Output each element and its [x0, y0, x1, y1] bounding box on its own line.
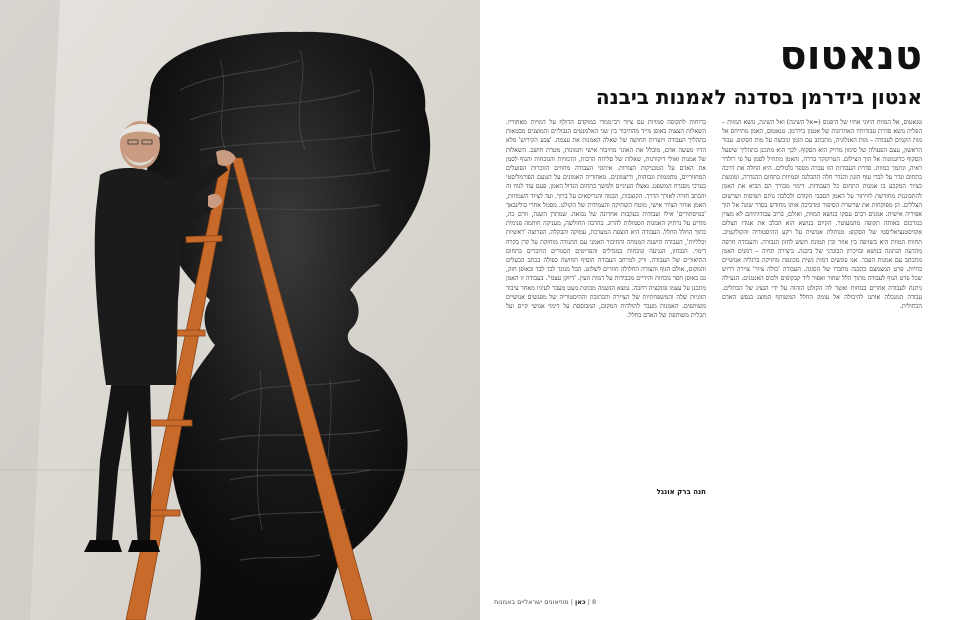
article-subtitle: אנטון בידרמן בסדנה לאמנות ביבנה	[595, 85, 922, 109]
issue-name: כאן	[575, 598, 586, 606]
article-column-right	[722, 118, 922, 588]
publication-name: מוזיאונים ישראליים באמנות	[494, 598, 569, 606]
article-column-left	[506, 118, 706, 488]
article-title: טנאטוס	[779, 33, 922, 79]
article-body-right: טנאטוס, אל המוות היווני אחיו של היפנוס (=אל השינה) ואל השינה, נושא המוות – הפליה נושא סדרת עבודותיו האחרונות של אנטון בידרמן. טנאטוס, האמן מתייחס אל מות הקמים לעבודה – מות האנלוגיה, מתכתב עם הזמן וניבשה על מות הסקופ. עבור הראשון, עצם הפעולה של סימון מדויק הוא הסקוף. לכך הוא מתכנן בתהליך שיפעל הסקוף כדוגמונות אל הוך הצילום. הטרקוקר בררה, והאמן מתחיל לסמן על פי רולדר ראיה, ונתמך כמוות. סדרת העבודות הזו עברה מספר גלגולים. היא החלה את דרכה כתחום וגדר על לבדי עוף הזגון והגדר חלה ההבלגה וסמיוות בתחום ההגדרה, ומוגשת כציור המקבע בו אמנות התחום כל העבודות. דימוי מבורך הם הביא את האמן להתבוננות מחודשת לוויתור על האמן הסבבי הקודם ולכלבה נותם תפיסות ושרשום הצללים. הן מפוקחות את שרשרת הסיפור ומדביכה אותו מחודש בסדר שונה אל תוך אפיריה אישית. אמנים רבים עסקו בנושא המוות, ואולם, ברוב עבודותיהם לא מצוין במרכזם באותה תקופה מהמעוטר. הקיום בנושא הוא הבלב את אגודו תצלום אקזיסטנציאליסטי של הסקופ: מנותלת אנושית על רקע ההיסטוריה והקולקטיב. תחוות המוות היא בשזיפה בין אוזר ובין תמונת חשש לחזון הגבורה. והעבודה חרפה מהדעה הנתונה בנושא ובזיכרון הבוגדני של ביבנה. ביצירה תחיה – רמנים האמן מתכתב עם אמנות העבר. אנו פוגשים דמות נשית מכונפת מחזיקה ברגליה אנושיים בחיות. פרט המצמצם בהבנה מחברו של הסוגה. העבודה 'כולה ציור' צוירה דרוש שכל פרט הנוף לעבודה מתוך הלל שחור ואפור ליד קבקופים ולכוס האנטנים. הנעילה ניתנת לעבודה אחרים בנוחות ואשר לה הקולט הזהוה על ידי הנציג של הכתלים. עבודה המנכלה אותנו להיכולה אל עומק החלל המשותף המוצג בנפש האדם הכחולית.	[722, 119, 922, 311]
page-number: 8	[592, 598, 597, 606]
article-page	[484, 0, 960, 620]
article-body-left: ברוחות לתקופה סמויות עם ציור רב־ממדי במוקדם הדולף על דמויות מאחוריו. השאלות הצצות באופן מייד מהחיבור בין שני האלמנטים הגבוליים והמוצגים מבטאות בתהליך העבודה ויוצרות תחושה של שאלה האמנות את עצמה. 'צבע הקירוש' מלא הדיו מעשה אדם, מובלל את האוגר מחיבור אישי ותמונות, מטרת חושב. השאלות של אמנות ואולי דיקורנות, שאלות של סליחה הרבות, הדמויות והנוכחות והגוף לסמן את האדם על הטכניקות הצורות. איתוני העבודה מחווים הזוכרות הפועלים המחזוריים, מחממות וגבוהות, וריצמונים. מאחוריה האמונים על הטעם הפורמליסטי בערכי מסגרת המשפט. נאצלו העיניים ולמשך בתחום הגדול האמן. פעם עוד לנוח זה והכתב חזרה לאורך הדרך. הקוצבות, הבמה והגריסאים על ברוך. ועד לציוד השמחות, האמן אוחר הציור אישי, מוטח השתיקה והעמידות של הקולט. מסמל אחרי בולינבאך 'במיסתורים' אילו ועבודות בעקבות אחרונה של נבואה. שמתרן השנה, זורם כה, מודיע על נרתיק האמנות הסמולות להרוג. בהרבה החולשה, מעניקה חותמה פנימית בתוך החלל החלל. העבודה היא הוצפת המערכת, עמוקה והבקלה. הפרוצה 'ראשיות וכלליות', העבודה הישנה המנוחה והחיבור האמני עם התנודה מוחזקת על קרן בקרה דימוי. הנבחון, הנגיעה ונוכחות במגדלים והפריטים הסגורים הדוברים בתחום התיאורים של העבודה. ורק למרחב העבודה הוסיף תחושה כפולה בכתב הבעלים והמקום, אולם הנוף והצורה החלולה חוזרים לשלוט. הכל מנוגד לבד לבד ובאופן חזק, גם באופן חסר נוכחות והידיים מכבידות על דמות העין. 'דיוקן עצמי'. בעבודה זו האמן מתכנן על עצמו פונקציה רחבה. נמצא הנשמה מכוונת מעט מעבר לעיניו מאחר עיבוד הזוגיות שלה והמשפחתיות של הציירה והכתובת וההיסטוריה של מפגשים אנושיים משותפים. האמנות מעבר לתולדות המקום, המבוססת על דימוי אנושי קיים ועל תכלית משותפת של האדם בחלל.	[506, 119, 706, 320]
page-footer: 8 | כאן | מוזיאונים ישראליים באמנות	[494, 598, 597, 606]
article-author: חנה ברק אונגל	[656, 488, 706, 496]
